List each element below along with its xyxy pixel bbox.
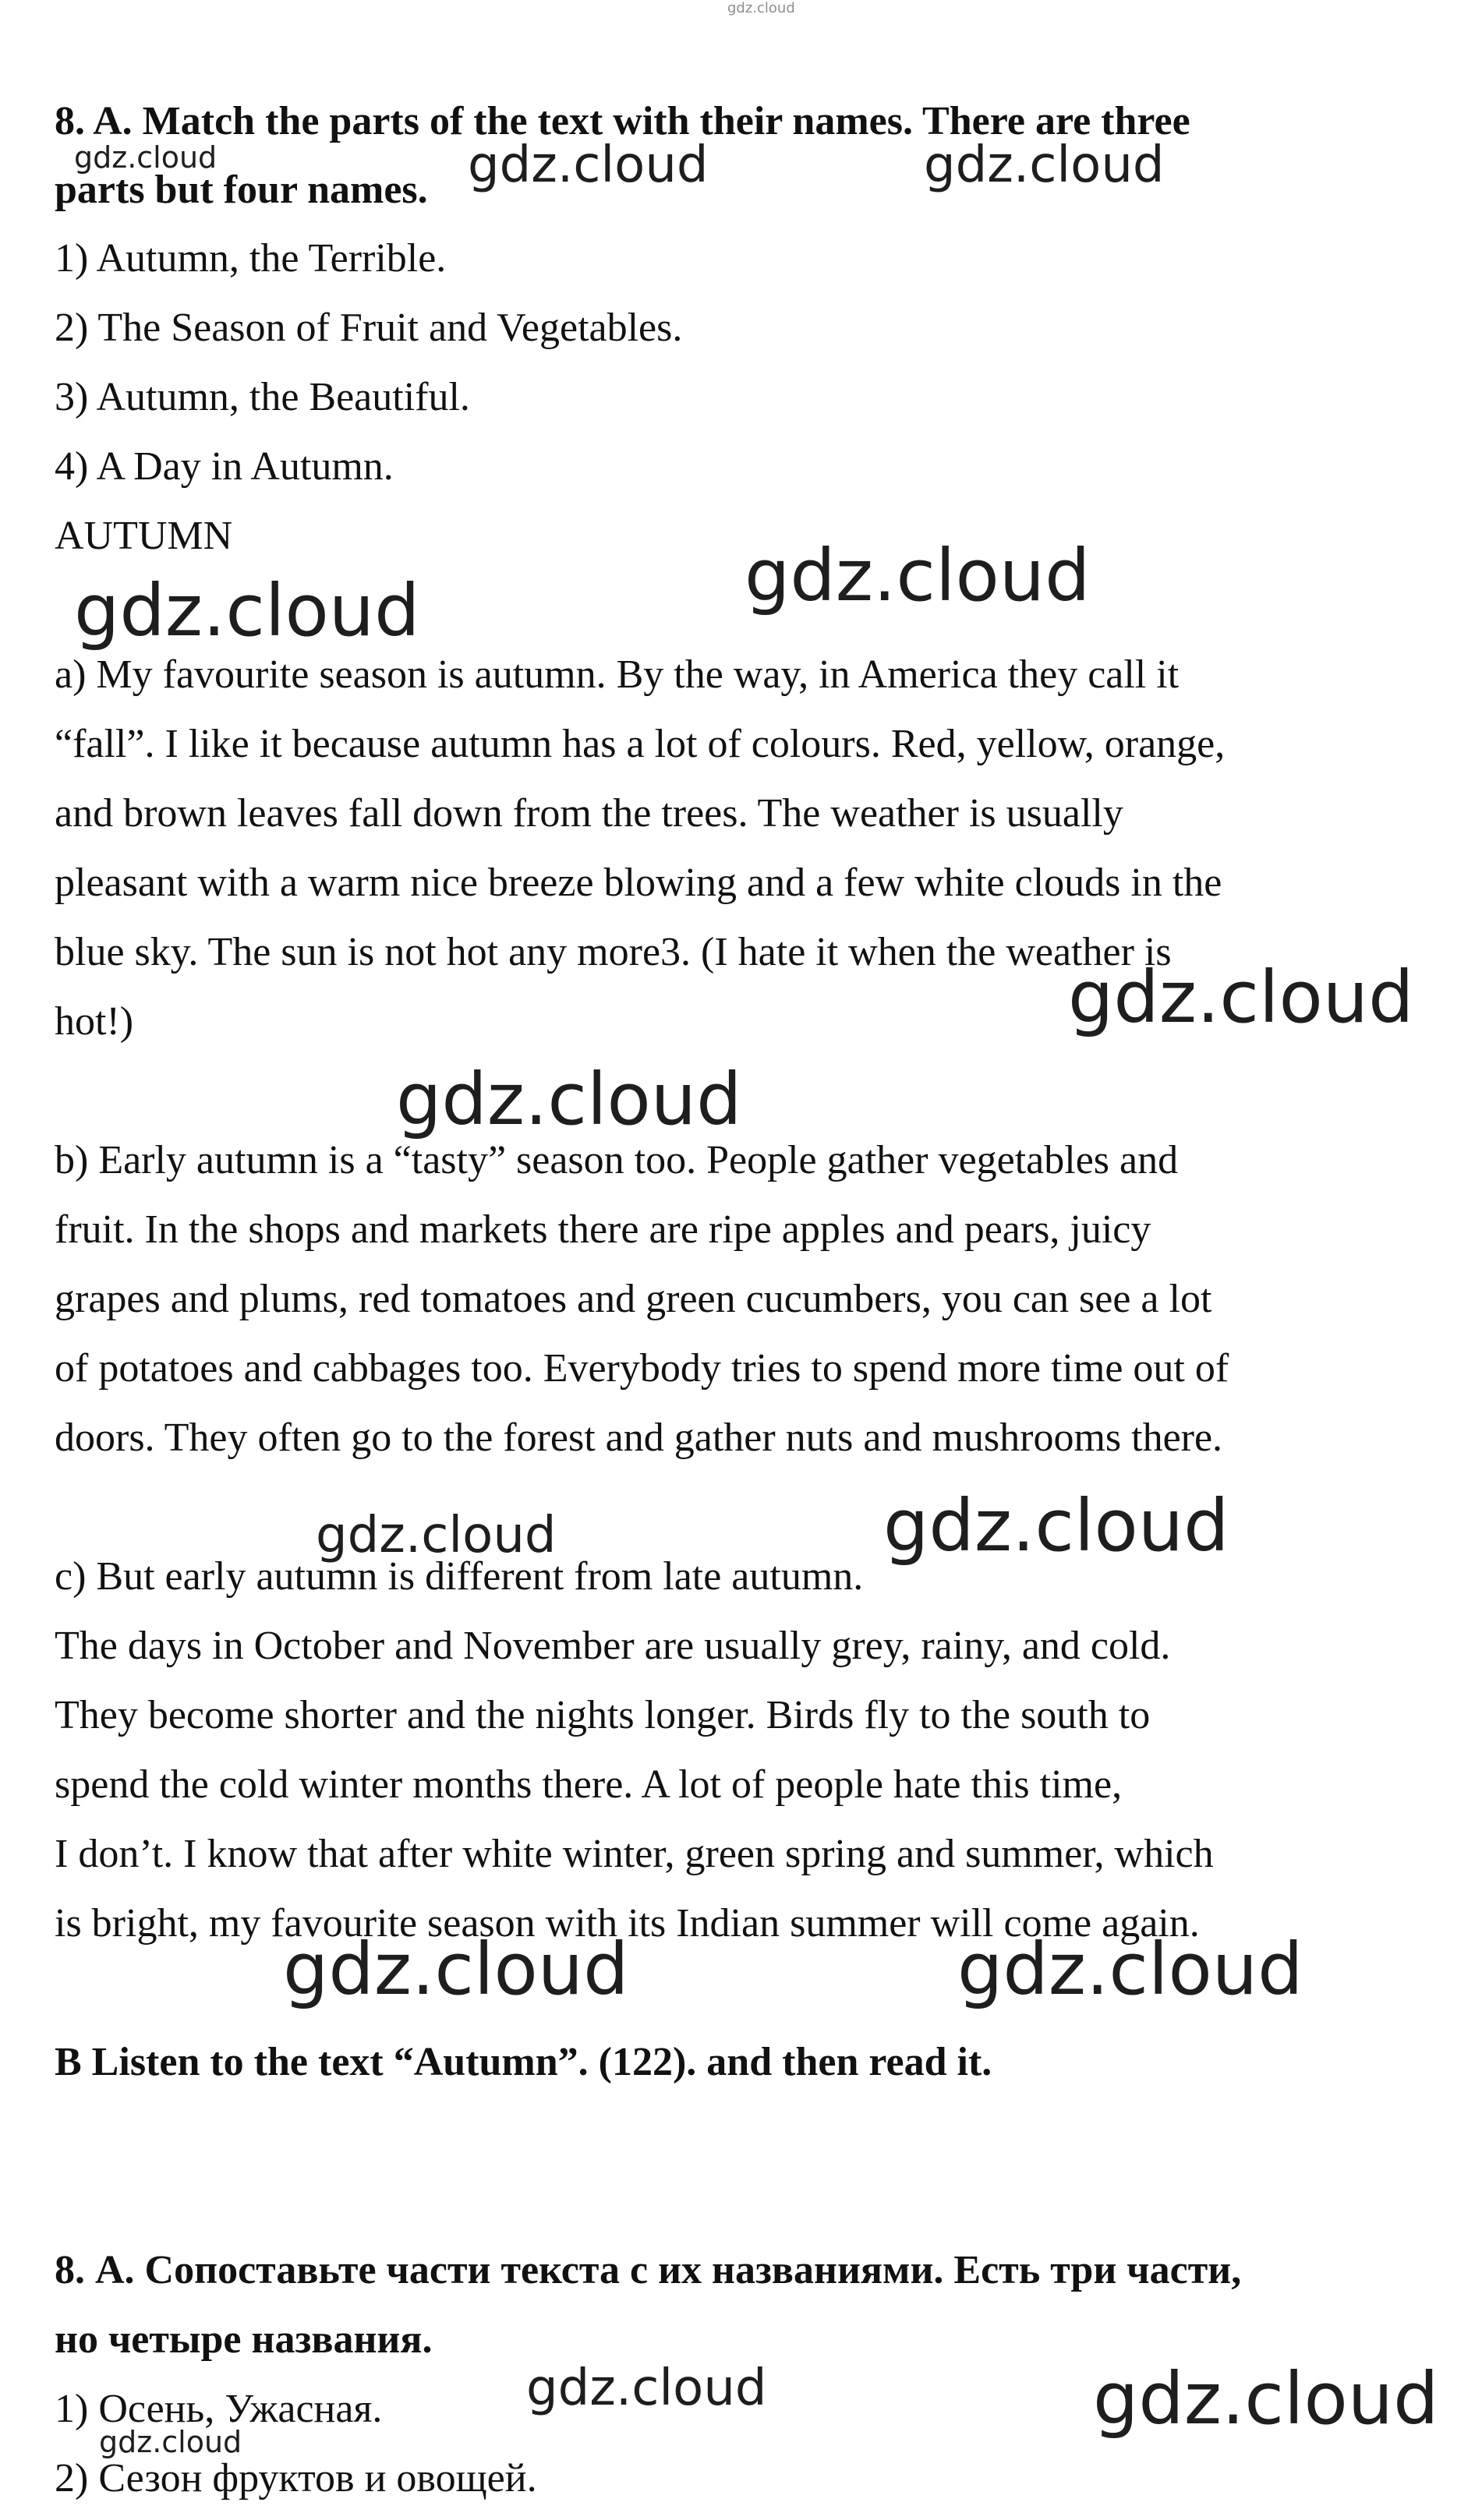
part-a-line-2: “fall”. I like it because autumn has a lot of colours. Red, yellow, orange, — [55, 722, 1226, 766]
watermark: gdz.cloud — [883, 1484, 1229, 1567]
part-a-line-3: and brown leaves fall down from the trees. The weather is usually — [55, 791, 1123, 836]
task-heading-line-1: 8. A. Match the parts of the text with their names. There are three — [55, 99, 1190, 143]
name-item-3: 3) Autumn, the Beautiful. — [55, 375, 470, 419]
part-c-line-5: I don’t. I know that after white winter, green spring and summer, which — [55, 1832, 1214, 1876]
name-item-2: 2) The Season of Fruit and Vegetables. — [55, 306, 683, 350]
watermark: gdz.cloud — [468, 136, 709, 194]
watermark: gdz.cloud — [957, 1928, 1303, 2011]
part-a-line-5: blue sky. The sun is not hot any more3. (I hate it when the weather is — [55, 930, 1172, 974]
part-b-line-4: of potatoes and cabbages too. Everybody tries to spend more time out of — [55, 1346, 1229, 1391]
watermark-tiny: gdz.cloud — [727, 0, 795, 16]
watermark: gdz.cloud — [316, 1507, 557, 1564]
part-b-line-3: grapes and plums, red tomatoes and green cucumbers, you can see a lot — [55, 1277, 1212, 1321]
watermark: gdz.cloud — [1068, 956, 1414, 1039]
ru-task-heading-line-2: но четыре названия. — [55, 2317, 433, 2362]
part-c-line-1: c) But early autumn is different from late autumn. — [55, 1554, 864, 1599]
watermark: gdz.cloud — [74, 569, 420, 652]
watermark: gdz.cloud — [745, 534, 1091, 617]
task-heading-line-2: parts but four names. — [55, 168, 428, 212]
part-c-line-3: They become shorter and the nights longer. Birds fly to the south to — [55, 1693, 1151, 1737]
watermark: gdz.cloud — [1093, 2357, 1439, 2440]
part-b-line-5: doors. They often go to the forest and gather nuts and mushrooms there. — [55, 1416, 1223, 1460]
part-b-line-1: b) Early autumn is a “tasty” season too. People gather vegetables and — [55, 1138, 1179, 1182]
name-item-4: 4) A Day in Autumn. — [55, 444, 394, 489]
part-c-line-6: is bright, my favourite season with its Indian summer will come again. — [55, 1901, 1200, 1946]
part-c-line-4: spend the cold winter months there. A lot of people hate this time, — [55, 1762, 1123, 1807]
ru-name-item-2: 2) Сезон фруктов и овощей. — [55, 2456, 537, 2501]
part-b-line-2: fruit. In the shops and markets there are ripe apples and pears, juicy — [55, 1207, 1151, 1252]
task-b-heading: B Listen to the text “Autumn”. (122). and then read it. — [55, 2040, 992, 2084]
watermark: gdz.cloud — [396, 1058, 742, 1141]
part-c-line-2: The days in October and November are usually grey, rainy, and cold. — [55, 1624, 1171, 1668]
part-a-line-1: a) My favourite season is autumn. By the way, in America they call it — [55, 652, 1180, 697]
watermark: gdz.cloud — [283, 1928, 629, 2011]
text-title: AUTUMN — [55, 514, 233, 558]
watermark: gdz.cloud — [99, 2425, 242, 2459]
watermark: gdz.cloud — [74, 140, 218, 175]
watermark: gdz.cloud — [526, 2359, 767, 2417]
name-item-1: 1) Autumn, the Terrible. — [55, 236, 447, 281]
watermark: gdz.cloud — [924, 136, 1165, 194]
ru-task-heading-line-1: 8. А. Сопоставьте части текста с их названиями. Есть три части, — [55, 2248, 1242, 2292]
ru-name-item-1: 1) Осень, Ужасная. — [55, 2387, 383, 2431]
part-a-line-4: pleasant with a warm nice breeze blowing and a few white clouds in the — [55, 861, 1222, 905]
part-a-line-6: hot!) — [55, 999, 134, 1044]
